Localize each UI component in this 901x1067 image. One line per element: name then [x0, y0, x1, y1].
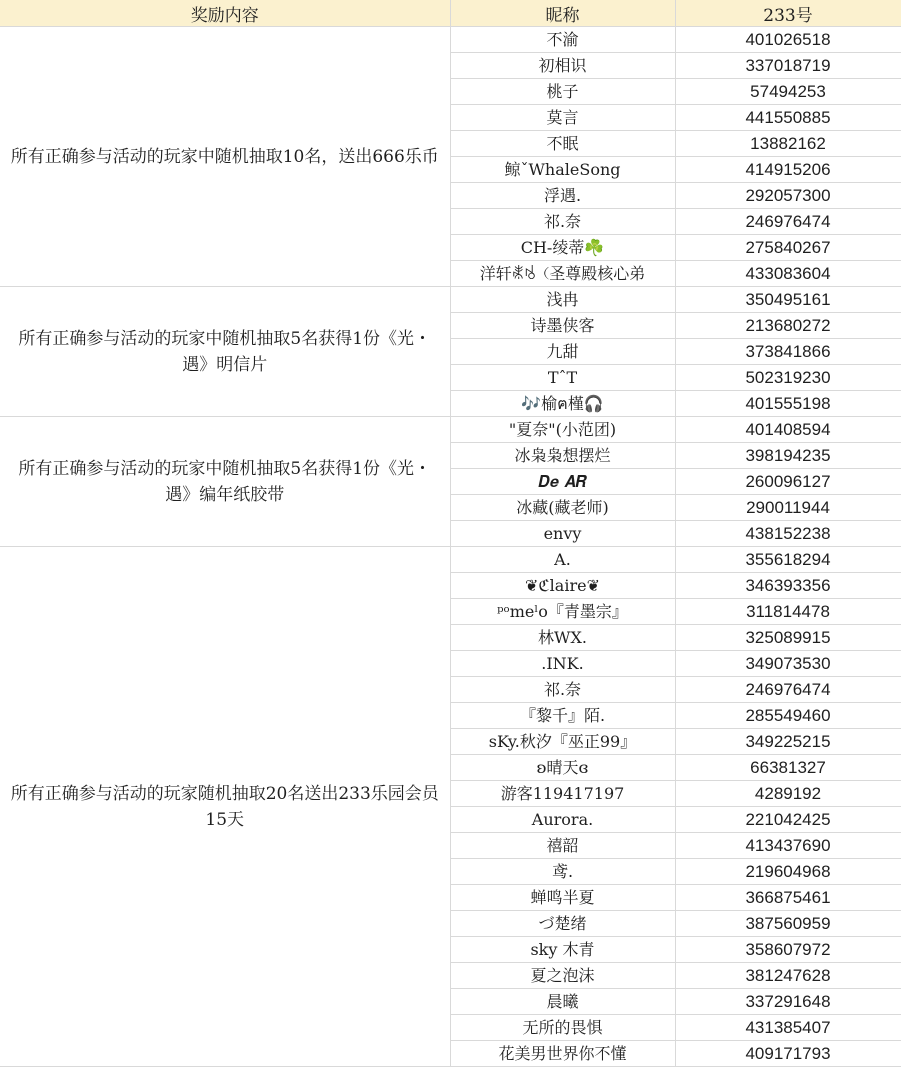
id-cell: 414915206	[675, 157, 901, 183]
header-row	[0, 0, 901, 27]
nickname-cell: ᵖᵒmeˡo『青墨宗』	[450, 599, 675, 625]
nickname-cell: 洋轩ꌿꂚ（圣尊殿核心弟	[450, 261, 675, 287]
nickname-cell: 祁.奈	[450, 209, 675, 235]
reward-cell: 所有正确参与活动的玩家中随机抽取5名获得1份《光・遇》编年纸胶带	[0, 417, 450, 547]
id-cell: 398194235	[675, 443, 901, 469]
id-cell: 373841866	[675, 339, 901, 365]
nickname-cell: A.	[450, 547, 675, 573]
id-cell: 13882162	[675, 131, 901, 157]
id-cell: 275840267	[675, 235, 901, 261]
nickname-cell: 🎶榆ฅ槿🎧	[450, 391, 675, 417]
nickname-cell: Aurora.	[450, 807, 675, 833]
nickname-cell: 鸢.	[450, 859, 675, 885]
id-cell: 358607972	[675, 937, 901, 963]
id-cell: 401408594	[675, 417, 901, 443]
nickname-cell: 不渝	[450, 27, 675, 53]
nickname-cell: sky 木青	[450, 937, 675, 963]
nickname-cell: TˆT	[450, 365, 675, 391]
id-cell: 337291648	[675, 989, 901, 1015]
nickname-cell: 冰枭枭想摆烂	[450, 443, 675, 469]
id-cell: 285549460	[675, 703, 901, 729]
id-cell: 409171793	[675, 1041, 901, 1067]
id-cell: 292057300	[675, 183, 901, 209]
nickname-cell: 浮遇.	[450, 183, 675, 209]
id-cell: 57494253	[675, 79, 901, 105]
id-cell: 355618294	[675, 547, 901, 573]
nickname-cell: 九甜	[450, 339, 675, 365]
nickname-cell: CH-绫蒂☘️	[450, 235, 675, 261]
id-cell: 350495161	[675, 287, 901, 313]
id-cell: 219604968	[675, 859, 901, 885]
id-cell: 413437690	[675, 833, 901, 859]
nickname-cell: 夏之泡沫	[450, 963, 675, 989]
nickname-cell: .INK.	[450, 651, 675, 677]
id-cell: 66381327	[675, 755, 901, 781]
id-cell: 213680272	[675, 313, 901, 339]
nickname-cell: ❦ℭlaire❦	[450, 573, 675, 599]
nickname-cell: "夏奈"(小范团)	[450, 417, 675, 443]
id-cell: 438152238	[675, 521, 901, 547]
id-cell: 290011944	[675, 495, 901, 521]
table-row	[0, 287, 901, 313]
nickname-cell: 林WX.	[450, 625, 675, 651]
header-nickname: 昵称	[450, 0, 675, 27]
id-cell: 346393356	[675, 573, 901, 599]
nickname-cell: 浅冉	[450, 287, 675, 313]
nickname-cell: 冰藏(藏老师)	[450, 495, 675, 521]
nickname-cell: 蝉鸣半夏	[450, 885, 675, 911]
nickname-cell: ʚ晴天ɞ	[450, 755, 675, 781]
id-cell: 325089915	[675, 625, 901, 651]
table-body	[0, 27, 901, 1067]
id-cell: 349225215	[675, 729, 901, 755]
reward-cell: 所有正确参与活动的玩家中随机抽取5名获得1份《光・遇》明信片	[0, 287, 450, 417]
header-233-id: 233号	[675, 0, 901, 27]
id-cell: 221042425	[675, 807, 901, 833]
nickname-cell: 不眠	[450, 131, 675, 157]
id-cell: 387560959	[675, 911, 901, 937]
reward-cell: 所有正确参与活动的玩家随机抽取20名送出233乐园会员15天	[0, 547, 450, 1067]
nickname-cell: 游客119417197	[450, 781, 675, 807]
nickname-cell: 𝑫𝒆 𝑨𝑹	[450, 469, 675, 495]
id-cell: 246976474	[675, 209, 901, 235]
nickname-cell: 初相识	[450, 53, 675, 79]
table-row	[0, 27, 901, 53]
table-row	[0, 547, 901, 573]
table-row	[0, 417, 901, 443]
id-cell: 502319230	[675, 365, 901, 391]
id-cell: 4289192	[675, 781, 901, 807]
id-cell: 441550885	[675, 105, 901, 131]
nickname-cell: 祁.奈	[450, 677, 675, 703]
nickname-cell: 莫言	[450, 105, 675, 131]
id-cell: 381247628	[675, 963, 901, 989]
nickname-cell: envy	[450, 521, 675, 547]
id-cell: 401555198	[675, 391, 901, 417]
id-cell: 431385407	[675, 1015, 901, 1041]
header-reward: 奖励内容	[0, 0, 450, 27]
id-cell: 433083604	[675, 261, 901, 287]
nickname-cell: 晨曦	[450, 989, 675, 1015]
id-cell: 401026518	[675, 27, 901, 53]
nickname-cell: 鲸ˇWhaleSong	[450, 157, 675, 183]
id-cell: 366875461	[675, 885, 901, 911]
nickname-cell: づ楚绪	[450, 911, 675, 937]
nickname-cell: 无所的畏惧	[450, 1015, 675, 1041]
id-cell: 246976474	[675, 677, 901, 703]
nickname-cell: 桃子	[450, 79, 675, 105]
id-cell: 349073530	[675, 651, 901, 677]
id-cell: 260096127	[675, 469, 901, 495]
id-cell: 337018719	[675, 53, 901, 79]
nickname-cell: 『黎千』陌.	[450, 703, 675, 729]
reward-cell: 所有正确参与活动的玩家中随机抽取10名，送出666乐币	[0, 27, 450, 287]
nickname-cell: sKy.秋汐『巫正99』	[450, 729, 675, 755]
nickname-cell: 诗墨侠客	[450, 313, 675, 339]
nickname-cell: 禧韶	[450, 833, 675, 859]
nickname-cell: 花美男世界你不懂	[450, 1041, 675, 1067]
id-cell: 311814478	[675, 599, 901, 625]
